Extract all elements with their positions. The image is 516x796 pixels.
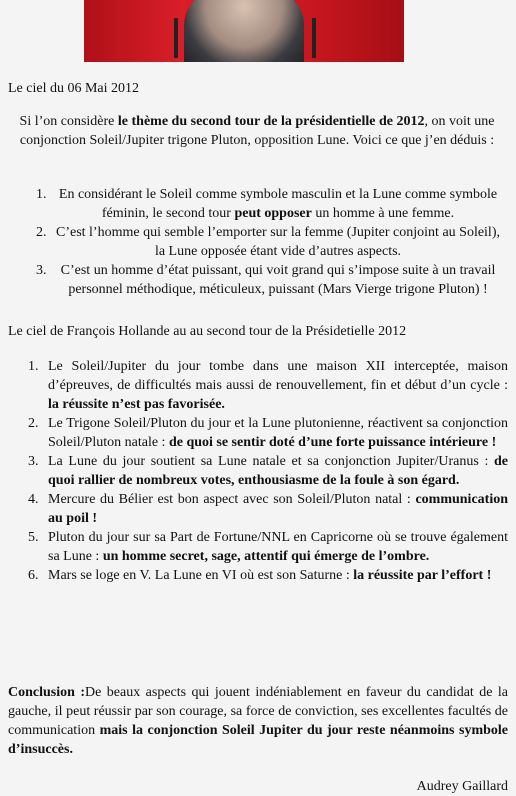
list-number: 2. — [36, 225, 47, 241]
list-item-text: Pluton du jour sur sa Part de Fortune/NNL en Capricorne où se trouve également sa Lune : — [48, 530, 508, 565]
intro-bold: le thème du second tour de la présidentielle de 2012 — [117, 114, 425, 129]
hollande-list — [8, 357, 508, 585]
list-item-text: C’est un homme d’état puissant, qui voit grand qui s’impose suite à un travail personnel méthodique, méticuleux, puissant (Mars Vierge trigone Pluton) ! — [60, 263, 496, 298]
list-item — [8, 261, 502, 299]
list-item — [8, 414, 508, 452]
list-item-bold: de quoi rallier de nombreux votes, enthousiasme de la foule à son égard. — [48, 454, 508, 489]
list-number: 6. — [28, 568, 39, 584]
list-number: 1. — [28, 359, 39, 374]
list-number: 1. — [36, 187, 47, 202]
list-item-text: Mars se loge en V. La Lune en VI où est son Saturne : — [48, 568, 354, 584]
list-number: 2. — [28, 416, 39, 432]
intro-text: , on voit une conjonction Soleil/Jupiter trigone Pluton, opposition Lune. Voici ce que j’en déduis : — [19, 114, 495, 149]
list-item-text: C’est l’homme qui semble l’emporter sur la femme (Jupiter conjoint au Soleil), la Lune opposée étant vide d’autres aspects. — [55, 225, 500, 260]
list-item-bold: la réussite par l’effort ! — [353, 568, 492, 584]
list-number: 3. — [28, 454, 39, 470]
intro-text: Si l’on considère — [19, 114, 118, 129]
list-item-bold: de quoi se sentir doté d’une forte puissance intérieure ! — [168, 435, 497, 451]
header-photo-area — [0, 0, 516, 64]
list-item-bold: la réussite n’est pas favorisée. — [48, 397, 225, 413]
photo-microphone — [174, 18, 178, 58]
list-item — [8, 566, 508, 585]
list-item-text: Mercure du Bélier est bon aspect avec son Soleil/Pluton natal : — [48, 492, 416, 508]
date-line: Le ciel du 06 Mai 2012 — [8, 81, 140, 96]
photo-microphone — [312, 18, 316, 58]
list-item-text: Le Trigone Soleil/Pluton du jour et la Lune plutonienne, réactivent sa conjonction Soleil/Pluton natale : — [48, 416, 508, 451]
list-item-text: un homme à une femme. — [311, 206, 455, 222]
intro-paragraph — [8, 112, 506, 150]
list-item-bold: peut opposer — [234, 206, 312, 222]
list-item — [8, 528, 508, 566]
section-title: Le ciel de François Hollande au au second tour de la Présidetielle 2012 — [8, 324, 407, 339]
list-number: 3. — [36, 263, 47, 279]
list-item — [8, 357, 508, 414]
photo-person — [184, 0, 304, 62]
list-item-bold: communication au poil ! — [48, 492, 508, 527]
list-item-text: La Lune du jour soutient sa Lune natale et sa conjonction Jupiter/Uranus : — [48, 454, 494, 470]
conclusion-label: Conclusion : — [8, 685, 86, 700]
list-item-text: Le Soleil/Jupiter du jour tombe dans une maison XII interceptée, maison d’épreuves, de difficultés mais aussi de renouvellement, fin et début d’un cycle : — [48, 359, 508, 394]
list-item — [8, 185, 502, 223]
list-item — [8, 452, 508, 490]
list-number: 4. — [28, 492, 39, 508]
deduction-list — [8, 185, 502, 299]
conclusion-text: De beaux aspects qui jouent indéniablement en faveur du candidat de la gauche, il peut réussir par son courage, sa force de conviction, ses excellentes facultés de communication — [8, 685, 508, 739]
list-item-bold: un homme secret, sage, attentif qui émerge de l’ombre. — [102, 549, 430, 565]
list-item — [8, 490, 508, 528]
conclusion-bold: mais la conjonction Soleil Jupiter du jour reste néanmoins symbole d’insuccès. — [8, 723, 508, 758]
header-photo — [84, 0, 404, 62]
conclusion-paragraph — [8, 683, 508, 759]
list-item — [8, 223, 502, 261]
list-number: 5. — [28, 530, 39, 546]
author-signature: Audrey Gaillard — [416, 779, 508, 794]
list-item-text: En considérant le Soleil comme symbole masculin et la Lune comme symbole féminin, le second tour — [58, 187, 498, 222]
